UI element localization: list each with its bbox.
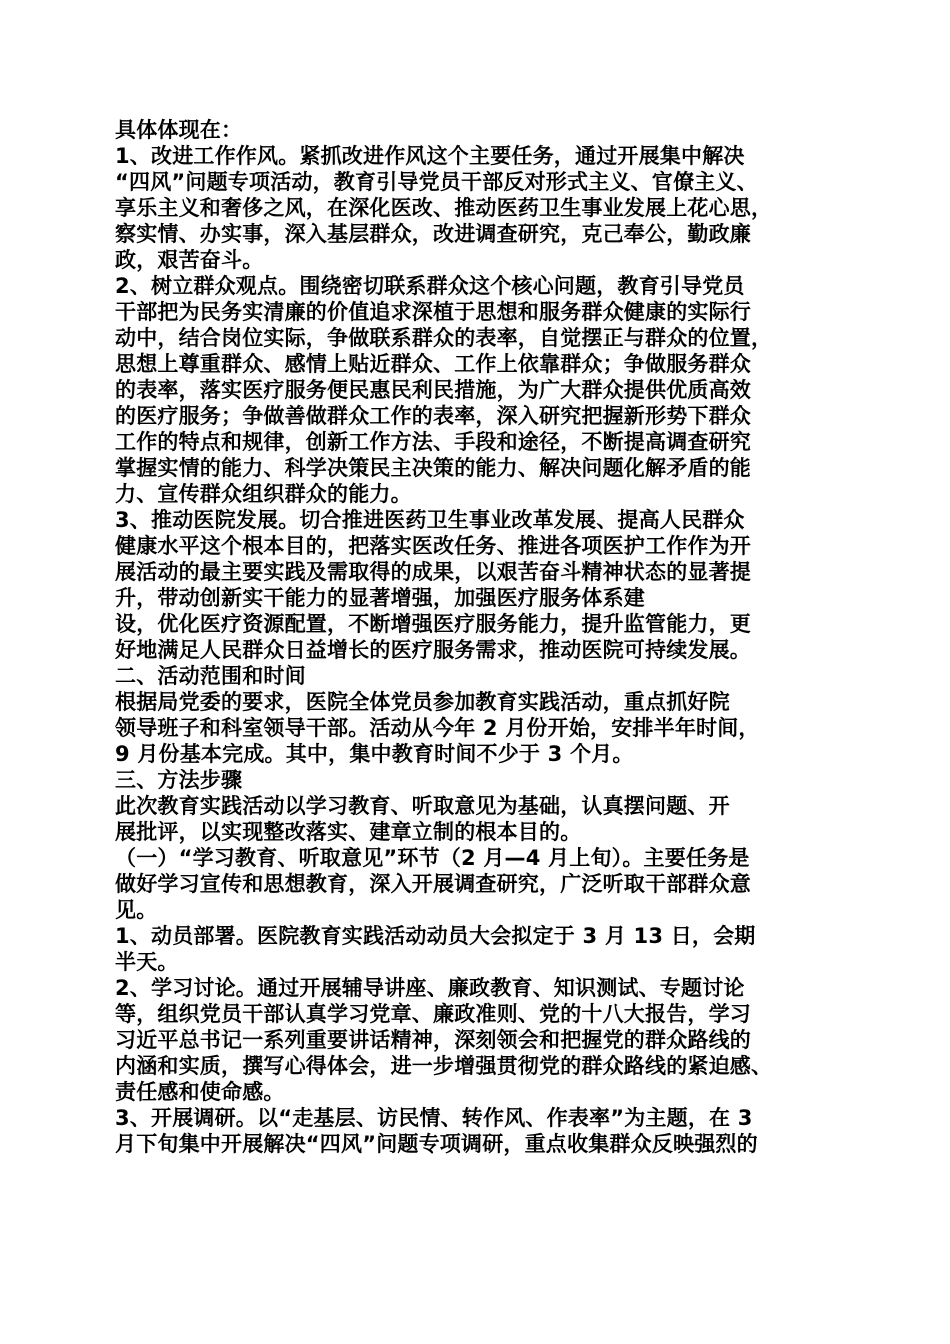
text-line: 1、动员部署。医院教育实践活动动员大会拟定于 3 月 13 日，会期 [115, 924, 756, 948]
text-line: 好地满足人民群众日益增长的医疗服务需求，推动医院可持续发展。 [115, 638, 751, 662]
text-line: 动中，结合岗位实际，争做联系群众的表率，自觉摆正与群众的位置， [115, 326, 773, 350]
text-line: 思想上尊重群众、感情上贴近群众、工作上依靠群众；争做服务群众 [115, 352, 751, 376]
text-line: 掌握实情的能力、科学决策民主决策的能力、解决问题化解矛盾的能 [115, 456, 751, 480]
text-line: 2、树立群众观点。围绕密切联系群众这个核心问题，教育引导党员 [115, 274, 745, 298]
text-line: 内涵和实质，撰写心得体会，进一步增强贯彻党的群众路线的紧迫感、 [115, 1054, 773, 1078]
text-line: 升，带动创新实干能力的显著增强，加强医疗服务体系建 [115, 586, 645, 610]
text-line: 的医疗服务；争做善做群众工作的表率，深入研究把握新形势下群众 [115, 404, 751, 428]
text-line: 做好学习宣传和思想教育，深入开展调查研究，广泛听取干部群众意 [115, 872, 751, 896]
text-line: 工作的特点和规律，创新工作方法、手段和途径，不断提高调查研究 [115, 430, 751, 454]
text-line: 政，艰苦奋斗。 [115, 248, 264, 272]
text-line: 健康水平这个根本目的，把落实医改任务、推进各项医护工作作为开 [115, 534, 751, 558]
text-line: 享乐主义和奢侈之风，在深化医改、推动医药卫生事业发展上花心思， [115, 196, 773, 220]
text-line: 责任感和使命感。 [115, 1080, 285, 1104]
text-line: 察实情、办实事，深入基层群众，改进调查研究，克己奉公，勤政廉 [115, 222, 751, 246]
text-line: 领导班子和科室领导干部。活动从今年 2 月份开始，安排半年时间， [115, 716, 760, 740]
text-line: 展批评，以实现整改落实、建章立制的根本目的。 [115, 820, 582, 844]
text-line: 9 月份基本完成。其中，集中教育时间不少于 3 个月。 [115, 742, 634, 766]
text-line: 力、宣传群众组织群众的能力。 [115, 482, 412, 506]
text-line: 设，优化医疗资源配置，不断增强医疗服务能力，提升监管能力，更 [115, 612, 751, 636]
text-line: 月下旬集中开展解决“四风”问题专项调研，重点收集群众反映强烈的 [115, 1132, 758, 1156]
text-line: 三、方法步骤 [115, 768, 243, 792]
text-line: 具体体现在： [115, 118, 243, 142]
document-body [115, 117, 850, 1157]
text-line: 展活动的最主要实践及需取得的成果，以艰苦奋斗精神状态的显著提 [115, 560, 751, 584]
text-line: 二、活动范围和时间 [115, 664, 306, 688]
text-line: 3、开展调研。以“走基层、访民情、转作风、作表率”为主题，在 3 [115, 1106, 753, 1130]
text-line: 的表率，落实医疗服务便民惠民利民措施，为广大群众提供优质高效 [115, 378, 751, 402]
text-line: 见。 [115, 898, 158, 922]
text-line: 3、推动医院发展。切合推进医药卫生事业改革发展、提高人民群众 [115, 508, 745, 532]
text-line: （一）“学习教育、听取意见”环节（2 月—4 月上旬）。主要任务是 [115, 846, 750, 870]
text-line: 此次教育实践活动以学习教育、听取意见为基础，认真摆问题、开 [115, 794, 730, 818]
text-line: 半天。 [115, 950, 179, 974]
text-line: 等，组织党员干部认真学习党章、廉政准则、党的十八大报告，学习 [115, 1002, 751, 1026]
text-line: 干部把为民务实清廉的价值追求深植于思想和服务群众健康的实际行 [115, 300, 751, 324]
text-line: 1、改进工作作风。紧抓改进作风这个主要任务，通过开展集中解决 [115, 144, 745, 168]
text-line: “四风”问题专项活动，教育引导党员干部反对形式主义、官僚主义、 [115, 170, 758, 194]
text-line: 习近平总书记一系列重要讲话精神，深刻领会和把握党的群众路线的 [115, 1028, 751, 1052]
text-line: 根据局党委的要求，医院全体党员参加教育实践活动，重点抓好院 [115, 690, 730, 714]
text-line: 2、学习讨论。通过开展辅导讲座、廉政教育、知识测试、专题讨论 [115, 976, 745, 1000]
